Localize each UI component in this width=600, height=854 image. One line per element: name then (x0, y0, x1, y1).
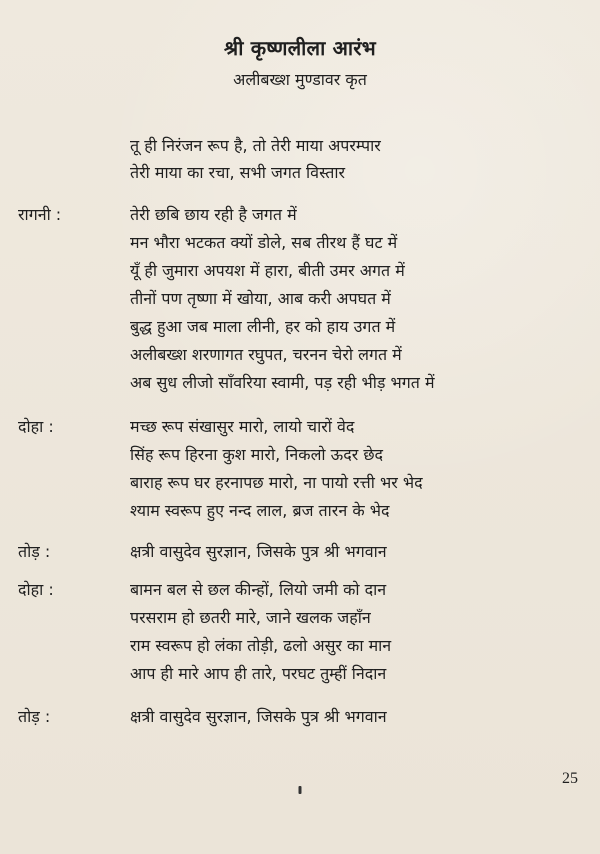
ragani-line-3: यूँ ही जुमारा अपयश में हारा, बीती उमर अगत में (130, 261, 405, 280)
ragani-line-1: तेरी छबि छाय रही है जगत में (130, 205, 297, 224)
doha1-line-2: सिंह रूप हिरना कुश मारो, निकलो ऊदर छेद (130, 445, 384, 464)
doha2-line-1: बामन बल से छल कीन्हों, लियो जमी को दान (130, 580, 387, 599)
ragani-label: रागनी : (18, 205, 62, 224)
doha2-line-2: परसराम हो छतरी मारे, जाने खलक जहाँन (130, 608, 371, 627)
doha1-line-1: मच्छ रूप संखासुर मारो, लायो चारों वेद (130, 417, 355, 436)
page-title: श्री कृष्णलीला आरंभ (224, 36, 376, 60)
tod-label-2: तोड़ : (18, 707, 51, 726)
doha-label-1: दोहा : (18, 417, 54, 436)
doha1-line-4: श्याम स्वरूप हुए नन्द लाल, ब्रज तारन के भेद (130, 501, 390, 520)
tod2-line: क्षत्री वासुदेव सुरज्ञान, जिसके पुत्र श्री भगवान (130, 707, 387, 726)
ink-mark (299, 786, 302, 794)
doha1-line-3: बाराह रूप घर हरनापछ मारो, ना पायो रत्ती भर भेद (130, 473, 423, 492)
tod1-line: क्षत्री वासुदेव सुरज्ञान, जिसके पुत्र श्री भगवान (130, 542, 387, 561)
ragani-line-5: बुद्ध हुआ जब माला लीनी, हर को हाय उगत में (130, 317, 396, 336)
doha-label-2: दोहा : (18, 580, 54, 599)
intro-line-1: तू ही निरंजन रूप है, तो तेरी माया अपरम्पार (130, 136, 381, 155)
ragani-line-7: अब सुध लीजो साँवरिया स्वामी, पड़ रही भीड़ भगत में (130, 373, 435, 392)
ragani-line-6: अलीबख्श शरणागत रघुपत, चरनन चेरो लगत में (130, 345, 402, 364)
tod-label-1: तोड़ : (18, 542, 51, 561)
ragani-line-4: तीनों पण तृष्णा में खोया, आब करी अपघत में (130, 289, 391, 308)
doha2-line-3: राम स्वरूप हो लंका तोड़ी, ढलो असुर का मान (130, 636, 392, 655)
intro-line-2: तेरी माया का रचा, सभी जगत विस्तार (130, 163, 346, 182)
ragani-line-2: मन भौरा भटकत क्यों डोले, सब तीरथ हैं घट में (130, 233, 398, 252)
doha2-line-4: आप ही मारे आप ही तारे, परघट तुम्हीं निदान (130, 664, 387, 683)
author-line: अलीबख्श मुण्डावर कृत (233, 70, 367, 89)
page-number: 25 (562, 770, 578, 787)
